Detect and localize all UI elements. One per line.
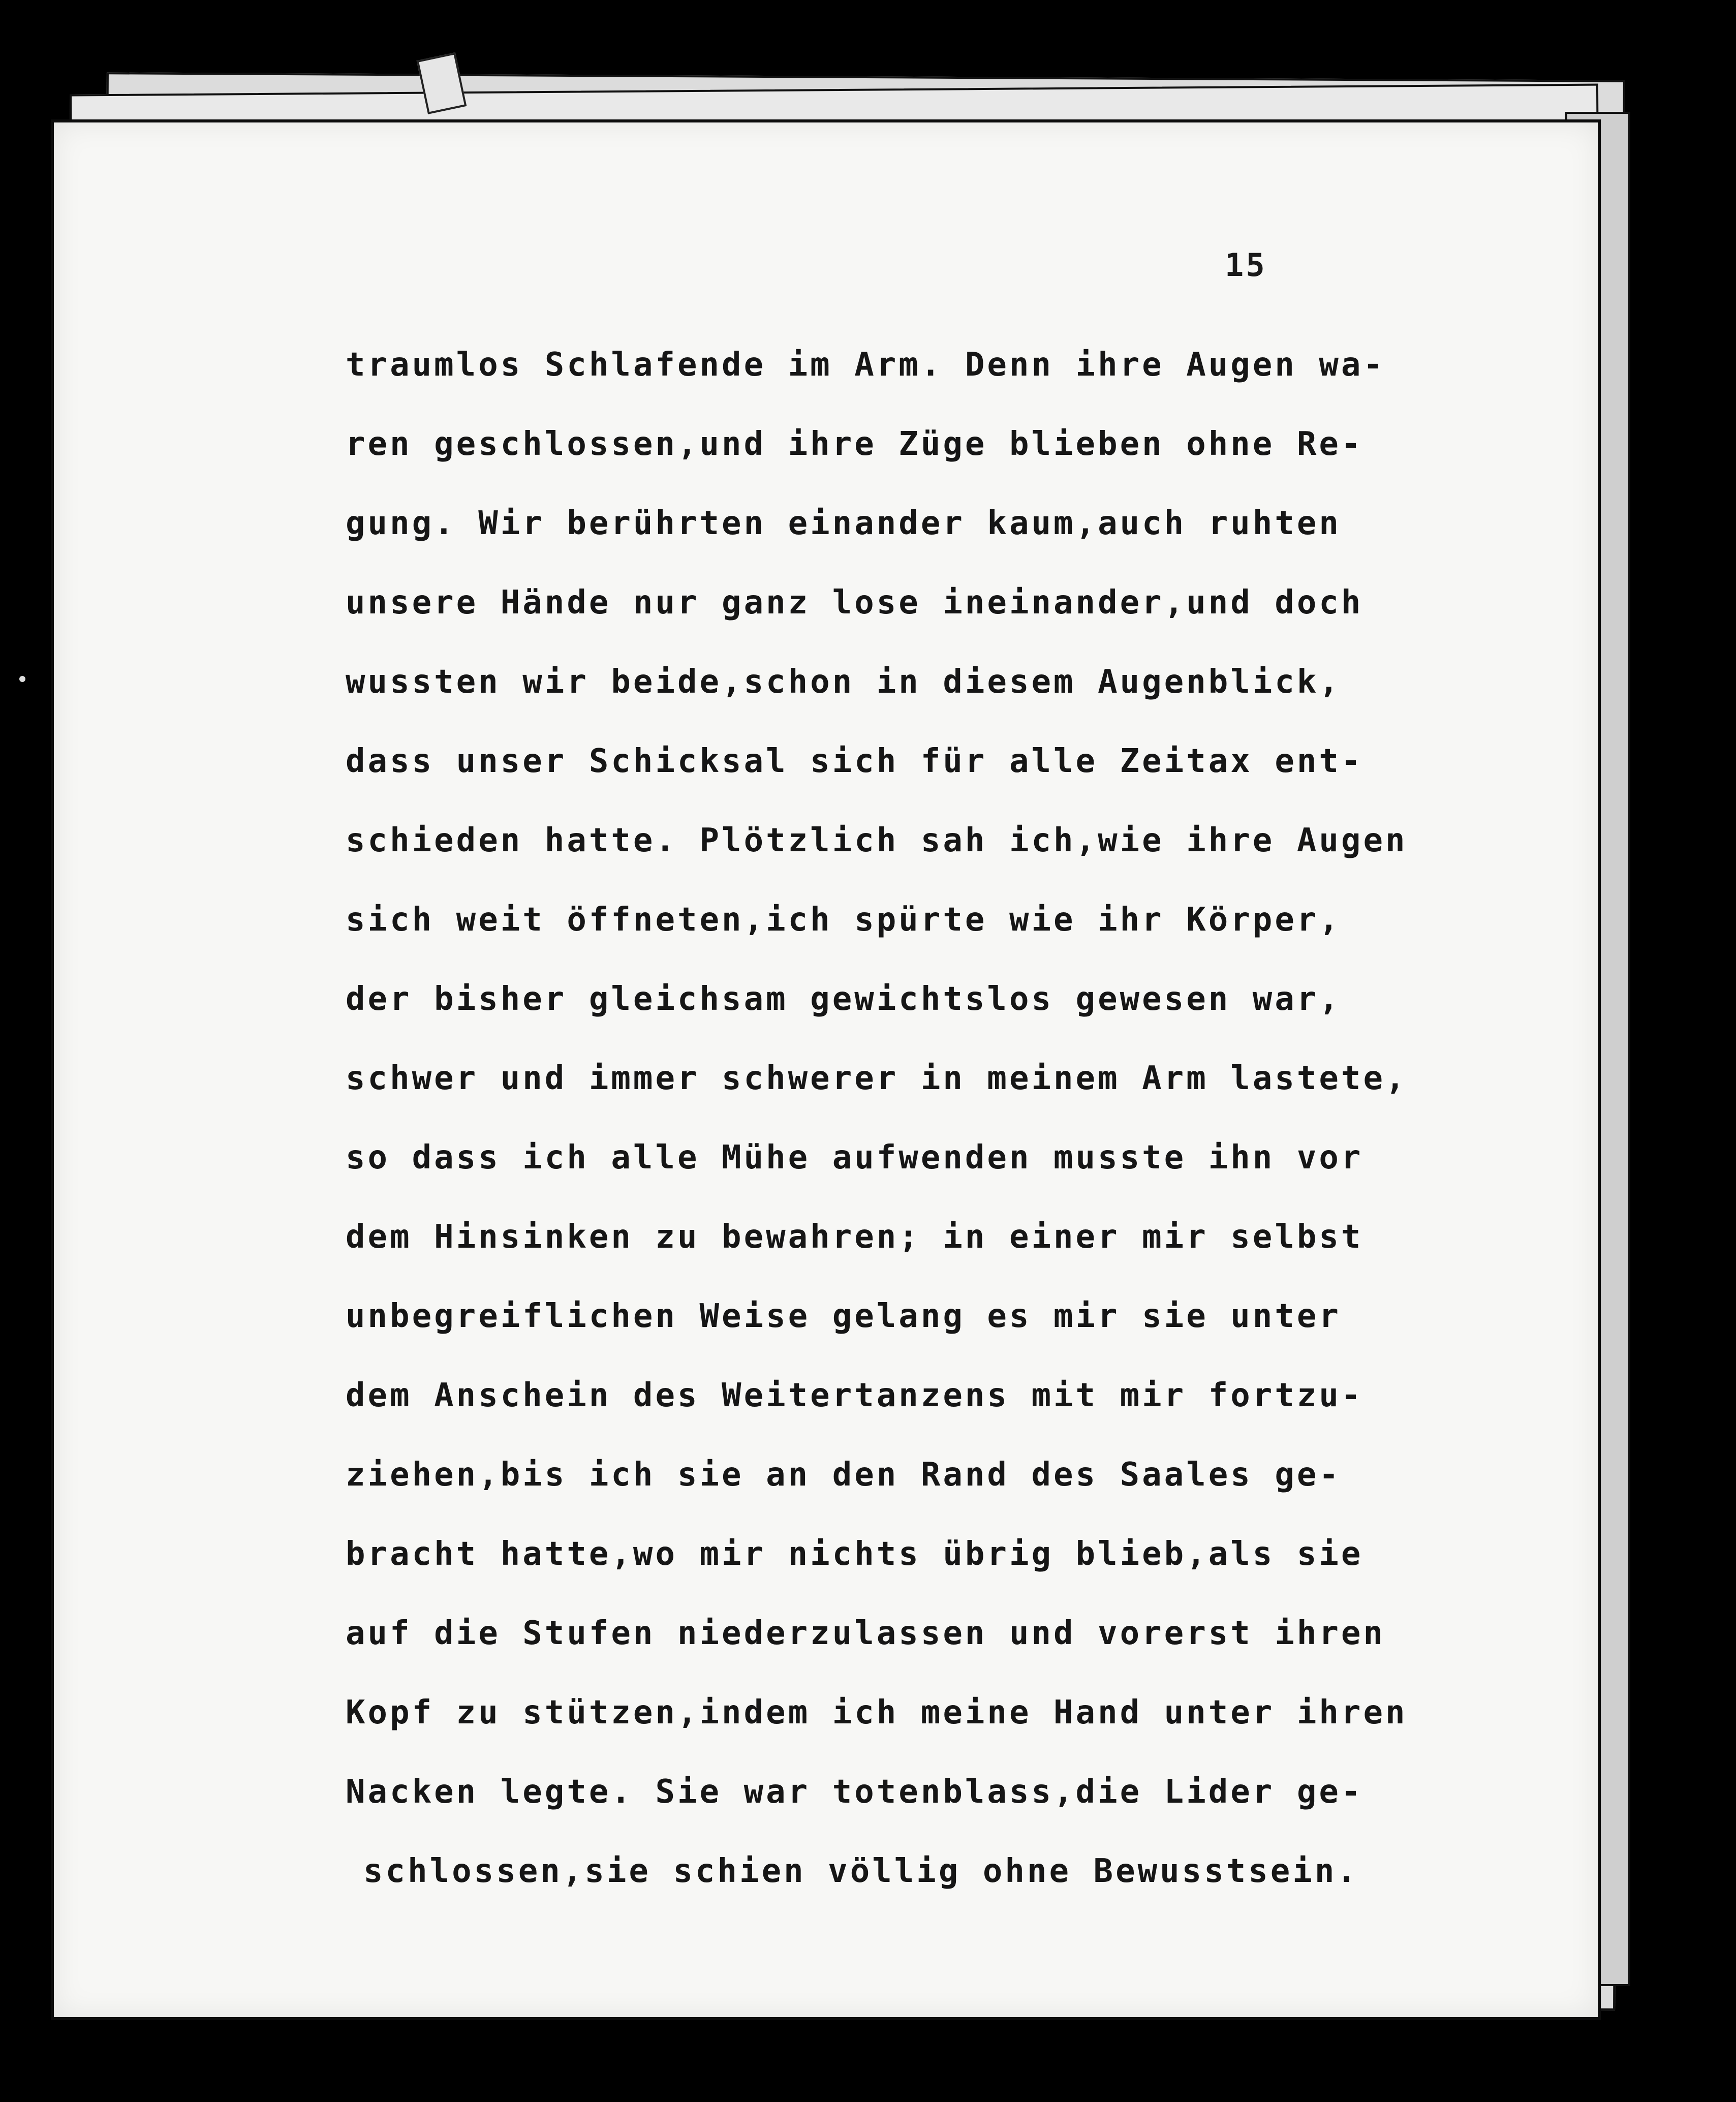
text-line: schlossen,sie schien völlig ohne Bewusstsein. xyxy=(363,1852,1359,1890)
text-line: so dass ich alle Mühe aufwenden musste ihn vor xyxy=(346,1139,1363,1177)
text-line: dass unser Schicksal sich für alle Zeitax ent- xyxy=(346,743,1363,780)
scan-speck xyxy=(19,676,25,682)
text-line: ziehen,bis ich sie an den Rand des Saales ge- xyxy=(346,1456,1341,1494)
page-number: 15 xyxy=(1225,246,1267,284)
text-line: unsere Hände nur ganz lose ineinander,und doch xyxy=(346,584,1363,622)
text-line: dem Anschein des Weitertanzens mit mir fortzu- xyxy=(346,1377,1363,1414)
text-line: schieden hatte. Plötzlich sah ich,wie ihre Augen xyxy=(346,822,1408,859)
text-line: Kopf zu stützen,indem ich meine Hand unter ihren xyxy=(346,1694,1408,1732)
text-line: schwer und immer schwerer in meinem Arm lastete, xyxy=(346,1060,1408,1097)
body-text xyxy=(346,325,1514,1911)
text-line: traumlos Schlafende im Arm. Denn ihre Augen wa- xyxy=(346,346,1385,384)
text-line: sich weit öffneten,ich spürte wie ihr Körper, xyxy=(346,901,1341,939)
text-line: Nacken legte. Sie war totenblass,die Lider ge- xyxy=(346,1773,1363,1811)
text-line: dem Hinsinken zu bewahren; in einer mir selbst xyxy=(346,1218,1363,1256)
text-line: wussten wir beide,schon in diesem Augenblick, xyxy=(346,663,1341,701)
text-line: unbegreiflichen Weise gelang es mir sie unter xyxy=(346,1297,1341,1335)
text-line: gung. Wir berührten einander kaum,auch ruhten xyxy=(346,505,1341,542)
text-line: der bisher gleichsam gewichtslos gewesen war, xyxy=(346,980,1341,1018)
text-line: bracht hatte,wo mir nichts übrig blieb,als sie xyxy=(346,1535,1363,1573)
text-line: auf die Stufen niederzulassen und vorerst ihren xyxy=(346,1615,1385,1652)
text-line: ren geschlossen,und ihre Züge blieben ohne Re- xyxy=(346,425,1363,463)
